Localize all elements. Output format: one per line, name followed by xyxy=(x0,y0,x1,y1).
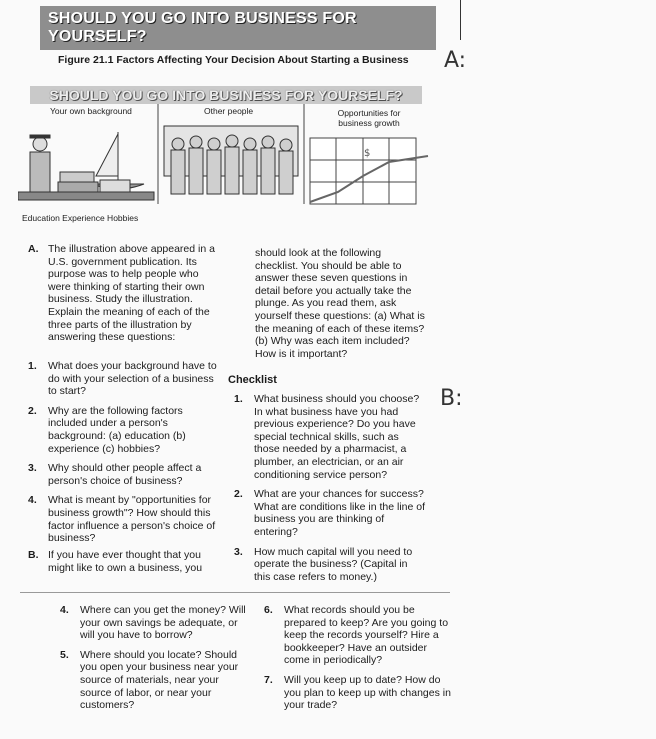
panel-label-people: Other people xyxy=(204,106,254,116)
bottom-item-number: 7. xyxy=(264,673,273,686)
section-b-letter: B. xyxy=(28,549,39,561)
figure-illustration xyxy=(18,104,438,224)
question-text: What is meant by "opportunities for business growth"? How should this factor influence a person's choice of business? xyxy=(48,494,216,545)
svg-text:$: $ xyxy=(364,148,371,159)
checklist xyxy=(234,393,426,590)
checklist-number: 1. xyxy=(234,393,243,405)
panel-label-background: Your own background xyxy=(50,106,132,116)
figure-caption: Figure 21.1 Factors Affecting Your Decision About Starting a Business xyxy=(58,54,409,66)
checklist-text: What business should you choose? In what business have you had previous experience? Do you have special technical skills, such as those needed by a pharmacist, a plumber, an electrician, or an air conditioning service person? xyxy=(254,393,420,481)
question-item xyxy=(28,462,218,487)
question-number: 3. xyxy=(28,462,37,475)
checklist-item xyxy=(234,488,426,538)
question-list xyxy=(28,360,218,552)
bottom-item-text: Will you keep up to date? How do you plan to keep up with changes in your trade? xyxy=(284,673,451,712)
annotation-a: A: xyxy=(444,48,467,73)
bottom-item-text: What records should you be prepared to keep? Are you going to keep the records yourself? Hire a bookkeeper? Have an outsider come in periodically? xyxy=(284,604,449,667)
question-item xyxy=(28,494,218,544)
question-item xyxy=(28,405,218,455)
question-item xyxy=(28,360,218,398)
bottom-item-number: 6. xyxy=(264,604,273,616)
bottom-item xyxy=(60,604,250,642)
figure-drawing xyxy=(18,104,438,224)
question-number: 2. xyxy=(28,404,37,417)
checklist-item xyxy=(234,546,426,584)
checklist-number: 3. xyxy=(234,545,243,558)
bottom-item-number: 4. xyxy=(60,604,69,616)
checklist-text: What are your chances for success? What are conditions like in the line of business you are thinking of entering? xyxy=(254,488,426,538)
divider xyxy=(20,592,450,593)
checklist-number: 2. xyxy=(234,488,243,501)
question-text: What does your background have to do with your selection of a business to start? xyxy=(48,360,217,398)
bottom-right-list xyxy=(264,604,454,719)
bottom-item xyxy=(60,649,250,712)
checklist-item xyxy=(234,393,426,481)
checklist-text: How much capital will you need to operate the business? (Capital in this case refers to money.) xyxy=(254,545,413,583)
checklist-title: Checklist xyxy=(228,374,277,386)
section-b-item xyxy=(28,549,218,574)
section-a-item xyxy=(28,243,218,344)
panel-label-growth: Opportunities for business growth xyxy=(337,108,401,128)
edge-line xyxy=(460,0,461,40)
section-a-text: The illustration above appeared in a U.S. government publication. Its purpose was to help people who were thinking of starting their own business. Study the illustration. Explain the meaning of each of the three parts of the illustration by answering these questions: xyxy=(48,243,215,344)
bottom-left-list xyxy=(60,604,250,719)
bottom-item-text: Where can you get the money? Will your own savings be adequate, or will you have to borrow? xyxy=(80,604,246,642)
section-a-continuation: should look at the following checklist. You should be able to answer these seven questions in detail before you actually take the plunge. As you read them, ask yourself these questions: (a) What is the meaning of each of these items? (b) Why was each item included? How is it important? xyxy=(255,247,425,360)
panel-bottom-label: Education Experience Hobbies xyxy=(22,213,139,223)
bottom-item xyxy=(264,674,454,712)
bottom-item-text: Where should you locate? Should you open your business near your source of materials, near your source of labor, or near your customers? xyxy=(80,648,239,712)
annotation-b: B: xyxy=(440,386,463,411)
section-a xyxy=(28,243,218,351)
figure-banner: SHOULD YOU GO INTO BUSINESS FOR YOURSELF? xyxy=(30,86,422,104)
bottom-item xyxy=(264,604,454,667)
section-b xyxy=(28,549,218,581)
question-text: Why are the following factors included under a person's background: (a) education (b) experience (c) hobbies? xyxy=(48,404,186,455)
section-b-text: If you have ever thought that you might like to own a business, you xyxy=(48,549,203,574)
page-title: SHOULD YOU GO INTO BUSINESS FOR YOURSELF? xyxy=(40,6,436,50)
section-a-letter: A. xyxy=(28,243,39,255)
question-text: Why should other people affect a person's choice of business? xyxy=(48,462,202,487)
bottom-item-number: 5. xyxy=(60,648,69,661)
question-number: 1. xyxy=(28,360,37,372)
question-number: 4. xyxy=(28,494,37,507)
